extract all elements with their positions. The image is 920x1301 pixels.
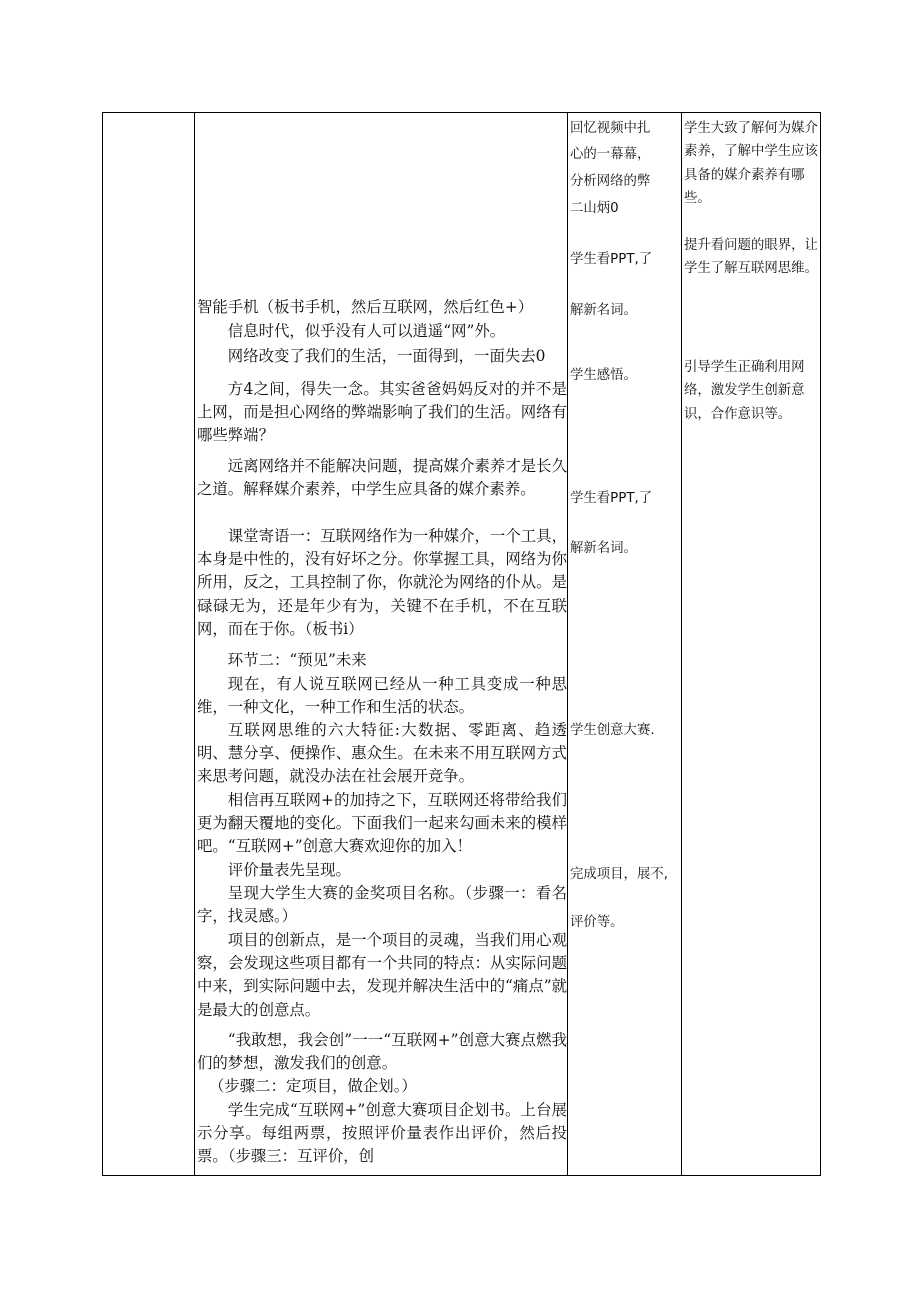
design-intent-text: 提升看问题的眼界，让学生了解互联网思维。 bbox=[684, 238, 818, 277]
teacher-paragraph: 方4之间，得失一念。其实爸爸妈妈反对的并不是上网，而是担心网络的弊端影响了我们的生活。网络有哪些弊端？ bbox=[197, 380, 567, 445]
student-activity-text: 学生看PPT,了 bbox=[570, 491, 653, 506]
student-activity-text: 回忆视频中扎 bbox=[570, 121, 651, 136]
teacher-paragraph: 互联网思维的六大特征:大数据、零距离、趋透明、慧分享、便操作、惠众生。在未来不用互联网方式来思考问题，就没办法在社会展开竞争。 bbox=[197, 721, 567, 786]
student-activity-text: 学生创意大赛. bbox=[570, 723, 655, 738]
student-activity-column bbox=[568, 113, 681, 1175]
design-intent-text: 引导学生正确利用网络，激发学生创新意识，合作意识等。 bbox=[684, 360, 805, 422]
student-activity-text: 完成项目，展不, bbox=[570, 867, 668, 882]
lesson-plan-table bbox=[102, 112, 821, 1176]
teacher-paragraph: 课堂寄语一：互联网络作为一种媒介，一个工具，本身是中性的，没有好坏之分。你掌握工具，网络为你所用，反之，工具控制了你，你就沦为网络的仆从。是碌碌无为，还是年少有为，关键不在手机，不在互联网，而在于你。（板书i） bbox=[197, 527, 567, 638]
teacher-paragraph: 信息时代，似乎没有人可以逍遥“网”外。 bbox=[227, 322, 506, 340]
student-activity-text: 学生感悟。 bbox=[570, 368, 637, 383]
teacher-paragraph: 现在，有人说互联网已经从一种工具变成一种思维，一种文化，一种工作和生活的状态。 bbox=[197, 675, 567, 717]
teacher-paragraph: 学生完成“互联网+”创意大赛项目企划书。上台展示分享。每组两票，按照评价量表作出评价，然后投票。（步骤三：互评价，创 bbox=[197, 1101, 567, 1166]
student-activity-text: 二山炳0 bbox=[570, 201, 619, 216]
student-activity-text: 心的一幕幕， bbox=[570, 147, 651, 162]
teacher-paragraph: （步骤二：定项目，做企划。） bbox=[209, 1077, 417, 1095]
design-intent-column bbox=[682, 113, 821, 1175]
teacher-paragraph: 智能手机（板书手机，然后互联网，然后红色+） bbox=[197, 298, 534, 316]
teacher-paragraph: 呈现大学生大赛的金奖项目名称。（步骤一：看名字，找灵感。） bbox=[197, 884, 567, 926]
stage-column bbox=[103, 113, 194, 1175]
teacher-paragraph: 评价量表先呈现。 bbox=[227, 861, 351, 879]
student-activity-text: 解新名词。 bbox=[570, 303, 637, 318]
section-heading: 环节二：“预见”未来 bbox=[227, 651, 367, 669]
design-intent-text: 学生大致了解何为媒介素养，了解中学生应该具备的媒介素养有哪些。 bbox=[684, 121, 818, 206]
teacher-paragraph: 项目的创新点，是一个项目的灵魂，当我们用心观察，会发现这些项目都有一个共同的特点：从实际问题中来，到实际问题中去，发现并解决生活中的“痛点”就是最大的创意点。 bbox=[197, 931, 567, 1019]
teacher-paragraph: “我敢想，我会创”一一“互联网+”创意大赛点燃我们的梦想，激发我们的创意。 bbox=[197, 1031, 567, 1073]
student-activity-text: 评价等。 bbox=[570, 915, 624, 930]
student-activity-text: 学生看PPT,了 bbox=[570, 252, 653, 267]
teacher-activity-column bbox=[195, 113, 567, 1175]
teacher-paragraph: 相信再互联网+的加持之下，互联网还将带给我们更为翻天覆地的变化。下面我们一起来勾画未来的模样吧。“互联网+”创意大赛欢迎你的加入！ bbox=[197, 791, 567, 856]
student-activity-text: 分析网络的弊 bbox=[570, 174, 651, 189]
student-activity-text: 解新名词。 bbox=[570, 541, 637, 556]
teacher-paragraph: 网络改变了我们的生活，一面得到，一面失去0 bbox=[227, 347, 546, 365]
teacher-paragraph: 远离网络并不能解决问题，提高媒介素养才是长久之道。解释媒介素养，中学生应具备的媒介素养。 bbox=[197, 457, 567, 499]
